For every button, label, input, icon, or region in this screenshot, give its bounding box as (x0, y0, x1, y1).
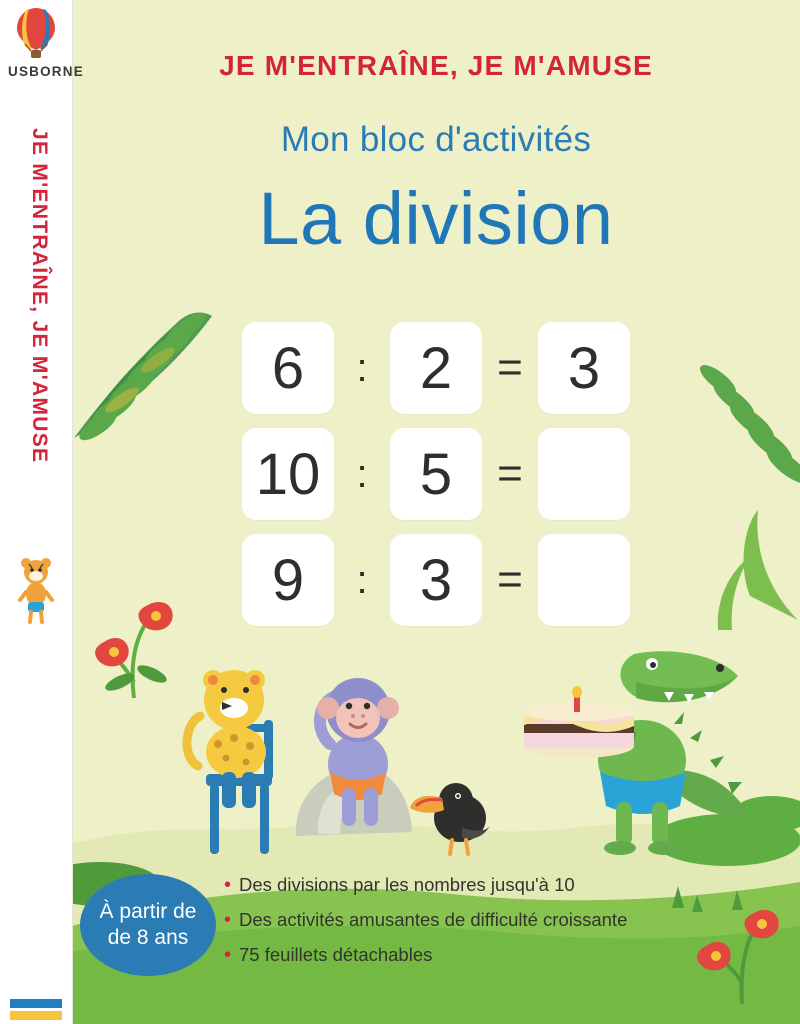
divisor-box: 2 (390, 322, 482, 414)
cover-subtitle: Mon bloc d'activités (280, 120, 592, 159)
divisor-box: 5 (390, 428, 482, 520)
page-title: La division (258, 177, 614, 260)
book-spine (0, 0, 84, 1024)
sum-row (242, 322, 630, 414)
bullet-dot-icon: • (224, 908, 232, 931)
birthday-cake-icon (524, 686, 634, 758)
equals-operator: = (497, 343, 523, 392)
hot-air-balloon-icon (13, 6, 59, 62)
badge-line-2: de 8 ans (107, 926, 189, 949)
answer-box[interactable] (538, 428, 630, 520)
equals-operator: = (497, 555, 523, 604)
red-flower-icon (682, 866, 792, 1006)
spine-color-bars (10, 984, 62, 1024)
tiger-icon (13, 556, 59, 626)
bullet-dot-icon: • (224, 873, 232, 896)
division-operator: : (356, 557, 368, 602)
publisher-name: USBORNE (8, 64, 84, 79)
division-operator: : (356, 345, 368, 390)
dividend-box: 10 (242, 428, 334, 520)
list-item (224, 867, 627, 902)
equals-operator: = (497, 449, 523, 498)
bullet-dot-icon: • (224, 943, 232, 966)
publisher-logo (8, 6, 84, 79)
division-operator: : (356, 451, 368, 496)
divisor-box: 3 (390, 534, 482, 626)
age-badge (80, 874, 216, 976)
answer-box[interactable]: 3 (538, 322, 630, 414)
spine-series-title: JE M'ENTRAÎNE, JE M'AMUSE (28, 128, 51, 464)
spine-bar-blue (10, 999, 62, 1008)
badge-text (80, 874, 216, 976)
list-item (224, 902, 627, 937)
sum-row (242, 534, 630, 626)
bullet-text: Des activités amusantes de difficulté croissante (239, 908, 628, 930)
crocodile-with-cake-icon (524, 620, 764, 866)
list-item (224, 937, 627, 972)
bullet-text: Des divisions par les nombres jusqu'à 10 (239, 873, 575, 895)
cover-main (72, 0, 800, 1024)
answer-box[interactable] (538, 534, 630, 626)
sum-row (242, 428, 630, 520)
series-title: JE M'ENTRAÎNE, JE M'AMUSE (219, 50, 653, 81)
dividend-box: 9 (242, 534, 334, 626)
feature-bullets (224, 867, 627, 972)
spine-bar-yellow (10, 1011, 62, 1020)
toucan-icon (404, 770, 514, 864)
bullet-text: 75 feuillets détachables (239, 943, 433, 965)
dividend-box: 6 (242, 322, 334, 414)
badge-line-1: À partir de (99, 899, 197, 923)
